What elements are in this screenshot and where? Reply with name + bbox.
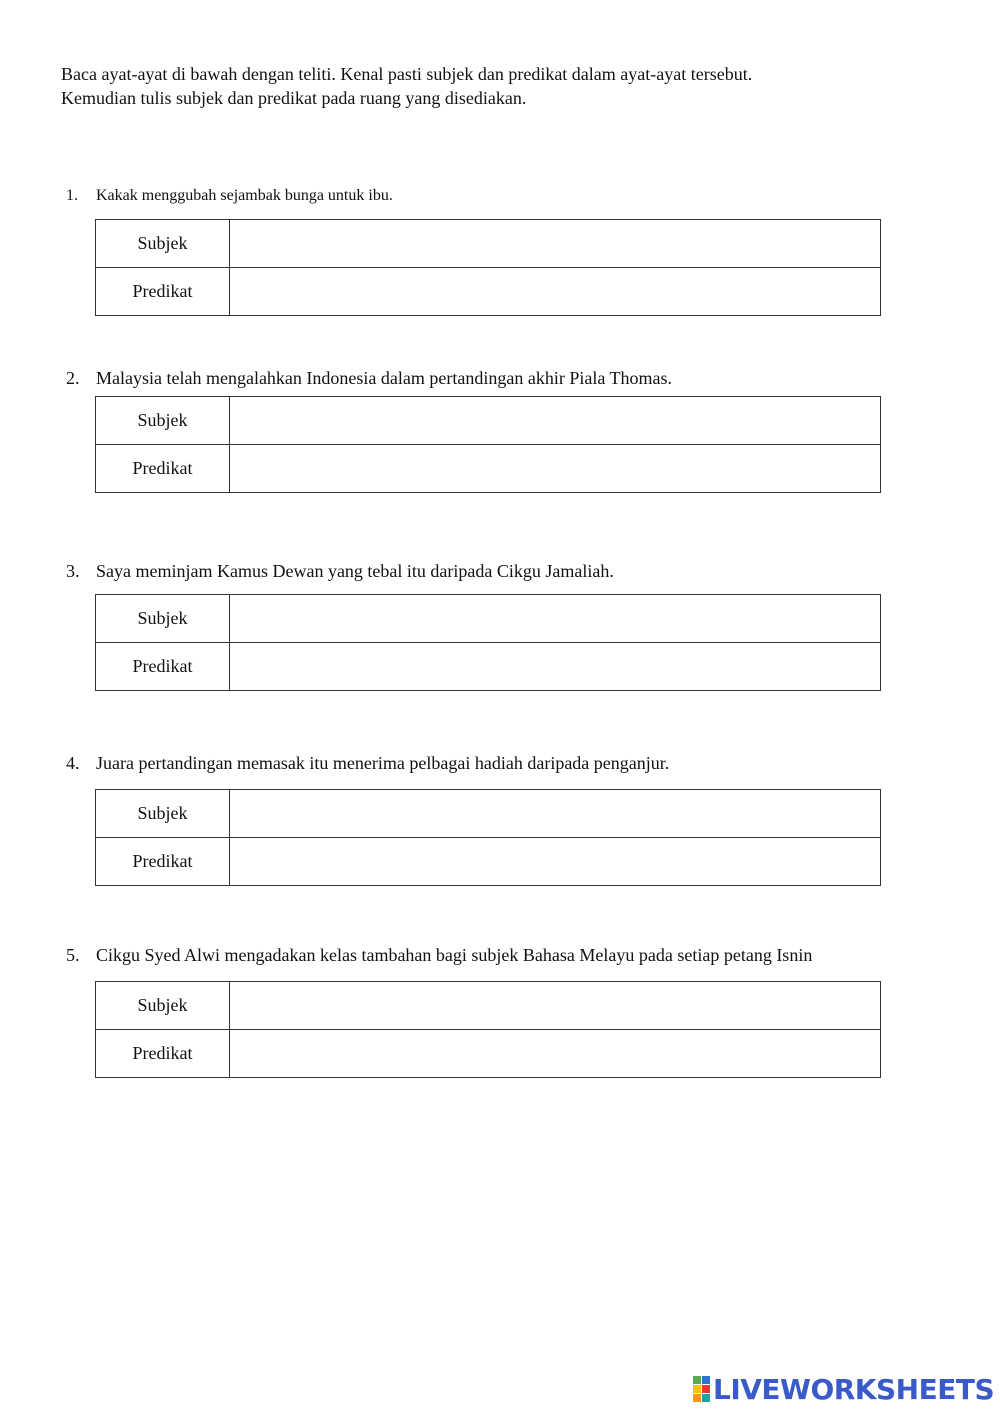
predicate-row [96,268,881,316]
question-text [66,752,946,774]
instructions-line-2: Kemudian tulis subjek dan predikat pada ruang yang disediakan. [61,88,527,108]
question-4 [66,752,946,871]
question-sentence: Cikgu Syed Alwi mengadakan kelas tambahan bagi subjek Bahasa Melayu pada setiap petang Isnin [96,945,813,965]
subject-row [96,220,881,268]
answer-table [95,396,881,493]
question-number: 4. [66,753,80,773]
question-sentence: Malaysia telah mengalahkan Indonesia dalam pertandingan akhir Piala Thomas. [96,368,672,388]
subject-row [96,595,881,643]
question-5 [66,944,946,1063]
question-text [66,185,946,207]
subject-label: Subjek [96,982,230,1030]
predicate-row [96,643,881,691]
question-number: 2. [66,368,80,388]
instructions [61,62,941,110]
subject-row [96,790,881,838]
liveworksheets-wordmark: LIVEWORKSHEETS [713,1372,995,1406]
predicate-label: Predikat [96,838,230,886]
subject-answer-field[interactable] [230,397,881,445]
question-number: 3. [66,561,80,581]
predicate-answer-field[interactable] [230,1030,881,1078]
answer-table [95,594,881,691]
question-1 [66,185,946,301]
question-text [66,560,946,582]
predicate-row [96,838,881,886]
predicate-label: Predikat [96,1030,230,1078]
predicate-row [96,445,881,493]
predicate-answer-field[interactable] [230,838,881,886]
logo-tile-blue [702,1376,710,1384]
question-2 [66,367,946,478]
answer-table [95,219,881,316]
predicate-label: Predikat [96,643,230,691]
question-sentence: Saya meminjam Kamus Dewan yang tebal itu daripada Cikgu Jamaliah. [96,561,614,581]
question-3 [66,560,946,676]
logo-tile-green [693,1376,701,1384]
subject-label: Subjek [96,397,230,445]
instructions-line-1: Baca ayat-ayat di bawah dengan teliti. Kenal pasti subjek dan predikat dalam ayat-ayat tersebut. [61,64,753,84]
subject-row [96,982,881,1030]
predicate-answer-field[interactable] [230,268,881,316]
logo-tile-red [702,1385,710,1393]
subject-answer-field[interactable] [230,790,881,838]
liveworksheets-brand[interactable] [693,1374,994,1404]
subject-row [96,397,881,445]
question-text [66,944,946,966]
subject-answer-field[interactable] [230,595,881,643]
question-sentence: Juara pertandingan memasak itu menerima pelbagai hadiah daripada penganjur. [96,753,670,773]
question-number: 1. [66,187,78,204]
predicate-answer-field[interactable] [230,643,881,691]
subject-answer-field[interactable] [230,982,881,1030]
answer-table [95,789,881,886]
question-text [66,367,946,389]
answer-table [95,981,881,1078]
predicate-answer-field[interactable] [230,445,881,493]
subject-label: Subjek [96,220,230,268]
logo-tile-teal [702,1394,710,1402]
subject-label: Subjek [96,595,230,643]
liveworksheets-logo-icon [693,1376,710,1402]
question-number: 5. [66,945,80,965]
subject-label: Subjek [96,790,230,838]
logo-tile-orange [693,1394,701,1402]
subject-answer-field[interactable] [230,220,881,268]
predicate-label: Predikat [96,445,230,493]
predicate-row [96,1030,881,1078]
predicate-label: Predikat [96,268,230,316]
question-sentence: Kakak menggubah sejambak bunga untuk ibu. [96,187,393,204]
logo-tile-yellow [693,1385,701,1393]
